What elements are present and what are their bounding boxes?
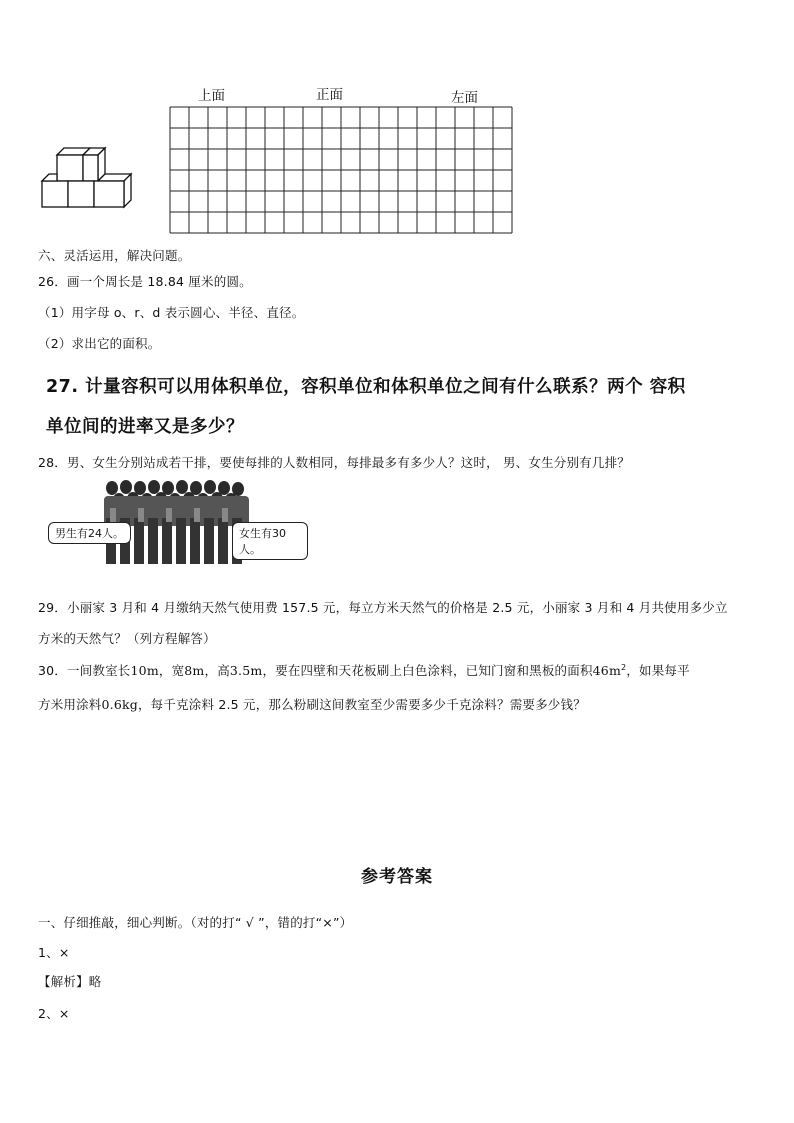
q30-text-d: ，要在四壁和天花板刷上白色涂料，已知门窗和黑板的面积: [262, 663, 593, 678]
q30-area-exponent: 2: [621, 662, 627, 672]
answer-2: 2、×: [38, 1006, 70, 1021]
question-26-part-2: （2）求出它的面积。: [38, 336, 161, 351]
students-photo: [44, 478, 308, 566]
answers-section-1: 一、仔细推敲，细心判断。（对的打“ √ ”，错的打“×”）: [38, 915, 353, 930]
question-26-part-1: （1）用字母 o、r、d 表示圆心、半径、直径。: [38, 305, 305, 320]
drawing-grid: [169, 106, 513, 236]
cube-stack-figure: [38, 145, 138, 217]
question-26: 26．画一个周长是 18.84 厘米的圆。: [38, 274, 252, 289]
q30-text-a: 30．一间教室长: [38, 663, 131, 678]
question-27-line-2: 单位间的进率又是多少？: [46, 417, 244, 437]
question-29-line-1: 29．小丽家 3 月和 4 月缴纳天然气使用费 157.5 元，每立方米天然气的价格是 2.5 元，小丽家 3 月和 4 月共使用多少立: [38, 600, 728, 615]
q30-text-g: ，每千克涂料 2.5 元，那么粉刷这间教室至少需要多少千克涂料？需要多少钱？: [137, 697, 586, 712]
question-27-line-1: 27. 计量容积可以用体积单位，容积单位和体积单位之间有什么联系？两个 容积: [46, 377, 686, 397]
answer-1-analysis: 【解析】略: [38, 974, 102, 989]
q30-paint-usage: 0.6kg: [101, 697, 138, 712]
q30-text-c: ，高: [204, 663, 230, 678]
answer-1: 1、×: [38, 945, 70, 960]
section-6-heading: 六、灵活运用，解决问题。: [38, 248, 191, 263]
left-view-label: 左面: [451, 90, 478, 106]
question-28: 28．男、女生分别站成若干排，要使每排的人数相同，每排最多有多少人？这时， 男、女生分别有几排？: [38, 455, 630, 470]
boys-count-bubble: 男生有24人。: [48, 522, 131, 544]
top-view-label: 上面: [198, 88, 225, 104]
q30-text-e: ，如果每平: [626, 663, 690, 678]
front-view-label: 正面: [316, 87, 343, 103]
q30-height: 3.5m: [229, 663, 263, 678]
question-30-line-2: [38, 695, 586, 713]
q30-text-b: ，宽: [158, 663, 185, 678]
question-30-line-1: [38, 661, 690, 679]
question-29-line-2: 方米的天然气？（列方程解答）: [38, 631, 216, 646]
answers-title: 参考答案: [361, 867, 433, 887]
q30-text-f: 方米用涂料: [38, 697, 102, 712]
q30-length: 10m: [130, 663, 159, 678]
q30-area: 46m: [592, 663, 622, 678]
girls-count-bubble: 女生有30人。: [232, 522, 308, 560]
q30-width: 8m: [184, 663, 205, 678]
